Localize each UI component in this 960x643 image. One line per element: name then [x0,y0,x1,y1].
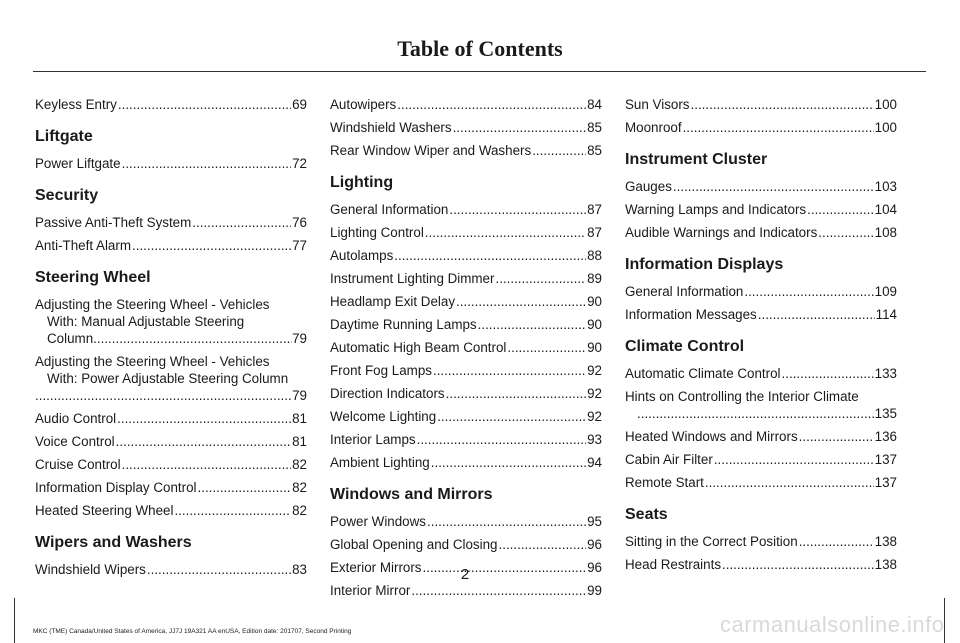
toc-entry[interactable]: Headlamp Exit Delay ..... 90 [330,293,602,310]
section-heading: Climate Control [625,338,745,355]
toc-entry[interactable]: Voice Control ..... 81 [35,433,307,450]
toc-entry[interactable]: Information Messages ..... 114 [625,306,897,323]
toc-entry[interactable]: Audible Warnings and Indicators ..... 108 [625,224,897,241]
toc-entry[interactable]: General Information ..... 87 [330,201,602,218]
section-heading: Windows and Mirrors [330,486,493,503]
toc-entry[interactable]: Adjusting the Steering Wheel - Vehicles With: Power Adjustable Steering Column ..... 79 [35,353,307,404]
toc-column-2 [330,96,602,605]
toc-entry[interactable]: Ambient Lighting ..... 94 [330,454,602,471]
toc-entry[interactable]: Information Display Control ..... 82 [35,479,307,496]
toc-entry[interactable]: Windshield Wipers ..... 83 [35,561,307,578]
section-heading: Wipers and Washers [35,534,192,551]
toc-entry[interactable]: General Information ..... 109 [625,283,897,300]
header-divider [33,71,926,72]
toc-entry[interactable]: Gauges ..... 103 [625,178,897,195]
toc-entry[interactable]: Cabin Air Filter ..... 137 [625,451,897,468]
footer-edition-text: MKC (TME) Canada/United States of America, JJ7J 19A321 AA enUSA, Edition date: 201707, Second Printing [33,628,352,635]
toc-entry[interactable]: Exterior Mirrors ..... 96 [330,559,602,576]
toc-entry[interactable]: Autowipers ..... 84 [330,96,602,113]
toc-entry[interactable]: Adjusting the Steering Wheel - Vehicles With: Manual Adjustable Steering Column ..... 79 [35,296,307,347]
watermark: carmanualsonline.info [720,612,945,637]
toc-entry[interactable]: Interior Mirror ..... 99 [330,582,602,599]
section-heading: Information Displays [625,256,784,273]
toc-entry[interactable]: Passive Anti-Theft System ..... 76 [35,214,307,231]
page-number: 2 [460,566,470,583]
toc-entry[interactable]: Sitting in the Correct Position ..... 138 [625,533,897,550]
toc-entry[interactable]: Windshield Washers ..... 85 [330,119,602,136]
toc-entry[interactable]: Direction Indicators ..... 92 [330,385,602,402]
section-heading: Instrument Cluster [625,151,768,168]
toc-entry[interactable]: Lighting Control ..... 87 [330,224,602,241]
section-heading: Seats [625,506,668,523]
toc-entry[interactable]: Keyless Entry ..... 69 [35,96,307,113]
toc-entry[interactable]: Daytime Running Lamps ..... 90 [330,316,602,333]
toc-entry[interactable]: Heated Windows and Mirrors ..... 136 [625,428,897,445]
toc-entry[interactable]: Cruise Control ..... 82 [35,456,307,473]
toc-entry[interactable]: Welcome Lighting ..... 92 [330,408,602,425]
toc-entry[interactable]: Automatic Climate Control ..... 133 [625,365,897,382]
toc-entry[interactable]: Heated Steering Wheel ..... 82 [35,502,307,519]
toc-entry[interactable]: Audio Control ..... 81 [35,410,307,427]
toc-entry[interactable]: Warning Lamps and Indicators ..... 104 [625,201,897,218]
section-heading: Security [35,187,99,204]
toc-entry[interactable]: Rear Window Wiper and Washers ..... 85 [330,142,602,159]
toc-column-1 [35,96,307,584]
toc-entry[interactable]: Hints on Controlling the Interior Climate ..... 135 [625,388,897,422]
toc-entry[interactable]: Anti-Theft Alarm ..... 77 [35,237,307,254]
toc-entry[interactable]: Front Fog Lamps ..... 92 [330,362,602,379]
toc-entry[interactable]: Interior Lamps ..... 93 [330,431,602,448]
toc-entry[interactable]: Automatic High Beam Control ..... 90 [330,339,602,356]
toc-entry[interactable]: Autolamps ..... 88 [330,247,602,264]
section-heading: Steering Wheel [35,269,151,286]
toc-entry[interactable]: Instrument Lighting Dimmer ..... 89 [330,270,602,287]
toc-entry[interactable]: Power Liftgate ..... 72 [35,155,307,172]
section-heading: Liftgate [35,128,93,145]
toc-entry[interactable]: Remote Start ..... 137 [625,474,897,491]
toc-entry[interactable]: Power Windows ..... 95 [330,513,602,530]
page-title: Table of Contents [397,36,563,61]
toc-entry[interactable]: Sun Visors ..... 100 [625,96,897,113]
toc-entry[interactable]: Global Opening and Closing ..... 96 [330,536,602,553]
toc-entry[interactable]: Moonroof ..... 100 [625,119,897,136]
crop-mark-left [14,598,15,643]
toc-entry[interactable]: Head Restraints ..... 138 [625,556,897,573]
section-heading: Lighting [330,174,394,191]
toc-column-3 [625,96,897,579]
